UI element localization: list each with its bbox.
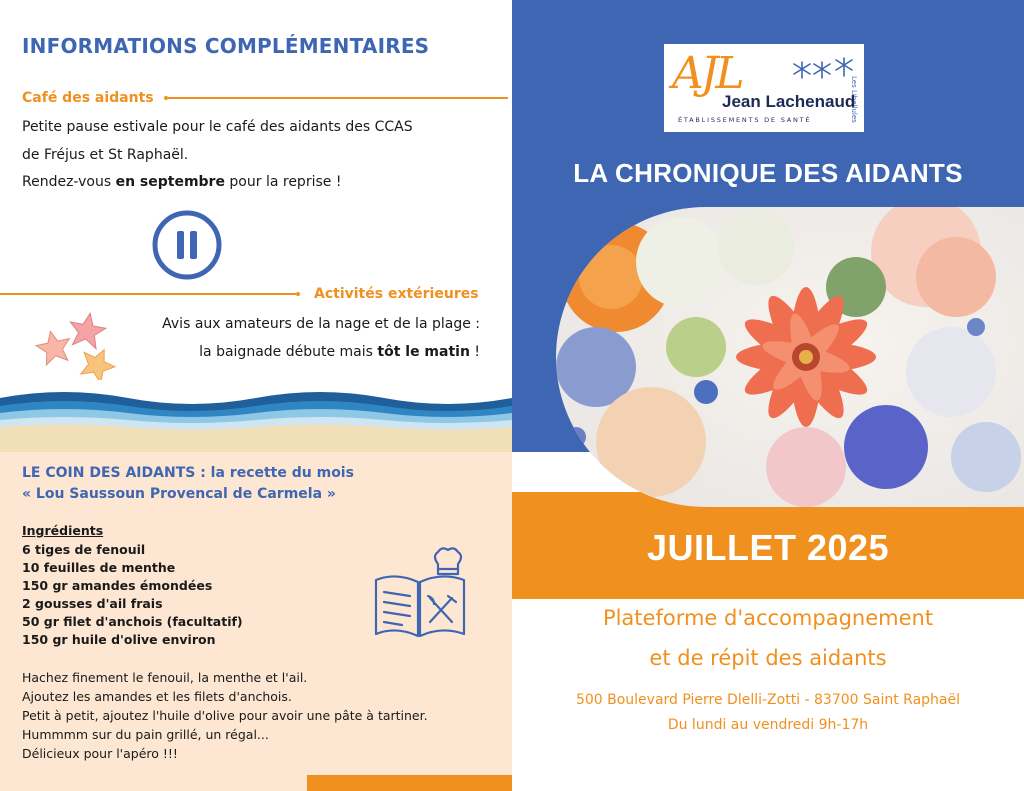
divider-line [168, 97, 508, 99]
logo-letters: AJL [672, 48, 742, 99]
flower-bouquet-photo [556, 207, 1024, 507]
recipe-step: Hachez finement le fenouil, la menthe et l'ail. [22, 670, 308, 685]
logo [664, 44, 864, 132]
logo-subtitle: Les Libellules [850, 76, 858, 123]
ingredients-heading: Ingrédients [22, 523, 104, 538]
logo-tagline: ÉTABLISSEMENTS DE SANTÉ [678, 116, 812, 124]
orange-footer-bar [307, 775, 512, 791]
activites-line-2-bold: tôt le matin [377, 343, 470, 360]
recipe-title-2: « Lou Saussoun Provencal de Carmela » [22, 486, 336, 502]
address: 500 Boulevard Pierre Dlelli-Zotti - 83700 Saint Raphaël [575, 692, 961, 708]
pause-icon [151, 209, 223, 281]
cafe-line-2: de Fréjus et St Raphaël. [22, 146, 189, 163]
platform-line-1: Plateforme d'accompagnement [602, 606, 934, 630]
activites-text [120, 311, 480, 366]
issue-month: JUILLET 2025 [646, 527, 890, 568]
cafe-line-1: Petite pause estivale pour le café des aidants des CCAS [22, 119, 413, 135]
cafe-line-3-bold: en septembre [115, 174, 225, 190]
right-panel [512, 0, 1024, 791]
ingredient-item: 150 gr huile d'olive environ [22, 632, 216, 647]
newsletter-title: LA CHRONIQUE DES AIDANTS [573, 158, 963, 188]
activites-line-2 [120, 339, 480, 367]
recipe-title-1: LE COIN DES AIDANTS : la recette du mois [22, 465, 354, 481]
ingredient-item: 150 gr amandes émondées [22, 578, 213, 593]
opening-hours: Du lundi au vendredi 9h-17h [667, 717, 869, 733]
activites-line-2-pre: la baignade débute mais [199, 343, 378, 360]
sea-waves-illustration [0, 380, 512, 455]
logo-name: Jean Lachenaud [722, 92, 856, 111]
ingredient-item: 50 gr filet d'anchois (facultatif) [22, 614, 243, 629]
recipe-step: Petit à petit, ajoutez l'huile d'olive pour avoir une pâte à tartiner. [22, 708, 428, 723]
recipe-step: Ajoutez les amandes et les filets d'anchois. [22, 689, 292, 704]
activites-line-1: Avis aux amateurs de la nage et de la plage : [162, 316, 480, 332]
activites-line-2-post: ! [469, 343, 480, 360]
recipe-step: Délicieux pour l'apéro !!! [22, 746, 178, 761]
activites-header [0, 286, 479, 302]
platform-line-2: et de répit des aidants [649, 646, 887, 670]
cookbook-icon [372, 546, 468, 642]
divider-line [0, 293, 296, 295]
cafe-line-3-pre: Rendez-vous [22, 174, 116, 190]
ingredient-item: 6 tiges de fenouil [22, 542, 146, 557]
cafe-text [22, 114, 413, 197]
recipe-step: Hummmm sur du pain grillé, un régal... [22, 727, 269, 742]
cafe-line-3-post: pour la reprise ! [224, 174, 342, 190]
activites-label: Activités extérieures [314, 286, 479, 302]
ingredient-item: 2 gousses d'ail frais [22, 596, 163, 611]
cafe-label: Café des aidants [22, 90, 154, 106]
section-title: INFORMATIONS COMPLÉMENTAIRES [22, 34, 430, 58]
recipe-box [0, 452, 512, 791]
cafe-line-3 [22, 169, 413, 197]
ingredient-item: 10 feuilles de menthe [22, 560, 176, 575]
divider-dot [296, 292, 300, 296]
starfish-icon [30, 308, 122, 390]
cafe-header [22, 90, 508, 106]
